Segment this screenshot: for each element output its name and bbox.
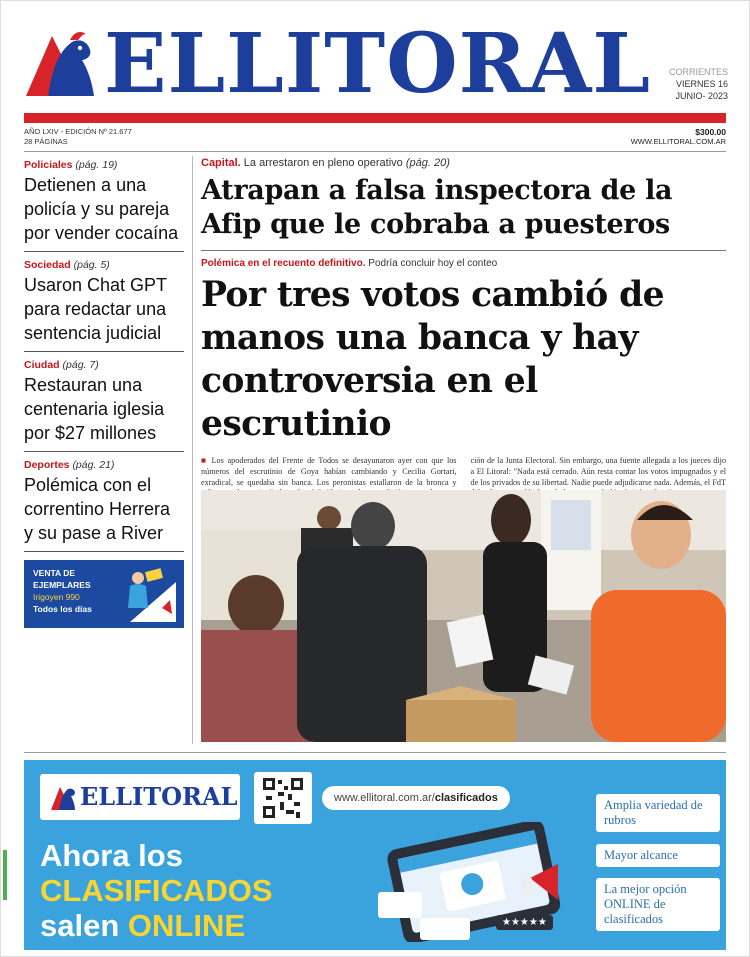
promo-text: VENTA DE EJEMPLARES Irigoyen 990 Todos los días [33,568,92,614]
edition-info [24,127,132,147]
website-link[interactable]: WWW.ELLITORAL.COM.AR [630,137,726,146]
story-headline[interactable]: Detienen a una policía y su pareja por vender cocaína [24,175,179,243]
story-headline[interactable]: Restauran una centenaria iglesia por $27 millones [24,375,165,443]
story-section: Deportes (pág. 21) [24,459,115,471]
sidebar-story-policiales[interactable] [24,156,184,252]
main-column [201,156,726,517]
story2-body-left: ■ Los apoderados del Frente de Todos se desayunaron ayer con que los números del escrutinio de Goya habían cambiando y Cecilia Gortari, exradical, se quedaba sin banca. Los peronistas estallaron de la bronca y [201,456,457,487]
promo-hours: Todos los días [33,604,92,614]
feature-online: La mejor opción ONLINE de clasificados [596,878,720,931]
story-headline[interactable]: Usaron Chat GPT para redactar una sentencia judicial [24,275,167,343]
story2-section: Polémica en el recuento definitivo. [201,258,366,269]
story-section: Policiales (pág. 19) [24,159,118,171]
rooster-logo-icon [50,783,76,811]
classifieds-url[interactable]: www.ellitoral.com.ar/clasificados [322,786,510,810]
date-day: VIERNES 16 [675,79,728,89]
ad-logo-box [40,774,240,820]
sidebar-story-deportes[interactable] [24,456,184,552]
ad-headline: Ahora los CLASIFICADOS salen ONLINE [40,838,273,943]
masthead [22,16,728,112]
feature-variety: Amplia variedad de rubros [596,794,720,832]
story-section: Sociedad (pág. 5) [24,259,110,271]
story2-body-right: ción de la Junta Electoral. Sin embargo, una fuente allegada a los jueces dijo a El Litoral: "Nada está cerrado. Aún resta contar los votos impugnados y el de los privados de su libertad. Nadie puede adjudicarse nada. Además, el FdT [470,456,726,487]
story1-headline[interactable]: Atrapan a falsa inspectora de la Afip que le cobraba a puesteros [201,175,673,240]
story-section: Ciudad (pág. 7) [24,359,99,371]
newspaper-logo: ELLITORAL [104,16,652,112]
rooster-logo-icon [22,26,98,98]
bottom-rule [24,752,726,753]
price: $300.00 [695,127,726,137]
sidebar-story-ciudad[interactable] [24,356,184,452]
sidebar-story-sociedad[interactable] [24,256,184,352]
promo-address: Irigoyen 990 [33,592,80,602]
story1-section: Capital. [201,157,241,169]
newspaper-vendor-icon [116,564,180,624]
page-count: 28 PÁGINAS [24,137,68,146]
photo-illustration [201,490,726,742]
qr-code-icon[interactable] [254,772,312,824]
date-month: JUNIO- 2023 [675,91,728,101]
story2-headline[interactable]: Por tres votos cambió de manos una banca y hay controversia en el escrutinio [201,275,664,444]
column-divider [192,156,193,744]
classifieds-ad[interactable] [24,760,726,950]
date-city: CORRIENTES [668,67,728,77]
ad-logo-text: ELLITORAL [80,782,238,811]
top-rule [24,151,726,152]
edition-number: AÑO LXIV - EDICIÓN Nº 21.677 [24,127,132,136]
edition-date [669,66,728,102]
price-info [631,127,726,147]
story-divider [201,250,726,251]
scan-edge [0,850,10,950]
masthead-divider [24,113,726,123]
story2-kicker: Polémica en el recuento definitivo. Podría concluir hoy el conteo [201,258,498,269]
sidebar [24,156,184,628]
story1-kicker: Capital. La arrestaron en pleno operativo (pág. 20) [201,157,450,169]
story-headline[interactable]: Polémica con el correntino Herrera y su pase a River [24,475,171,543]
sales-promo-box[interactable] [24,560,184,628]
rating-stars: ★★★★★ [496,915,553,930]
feature-reach: Mayor alcance [596,844,720,867]
vote-count-photo [201,490,726,742]
